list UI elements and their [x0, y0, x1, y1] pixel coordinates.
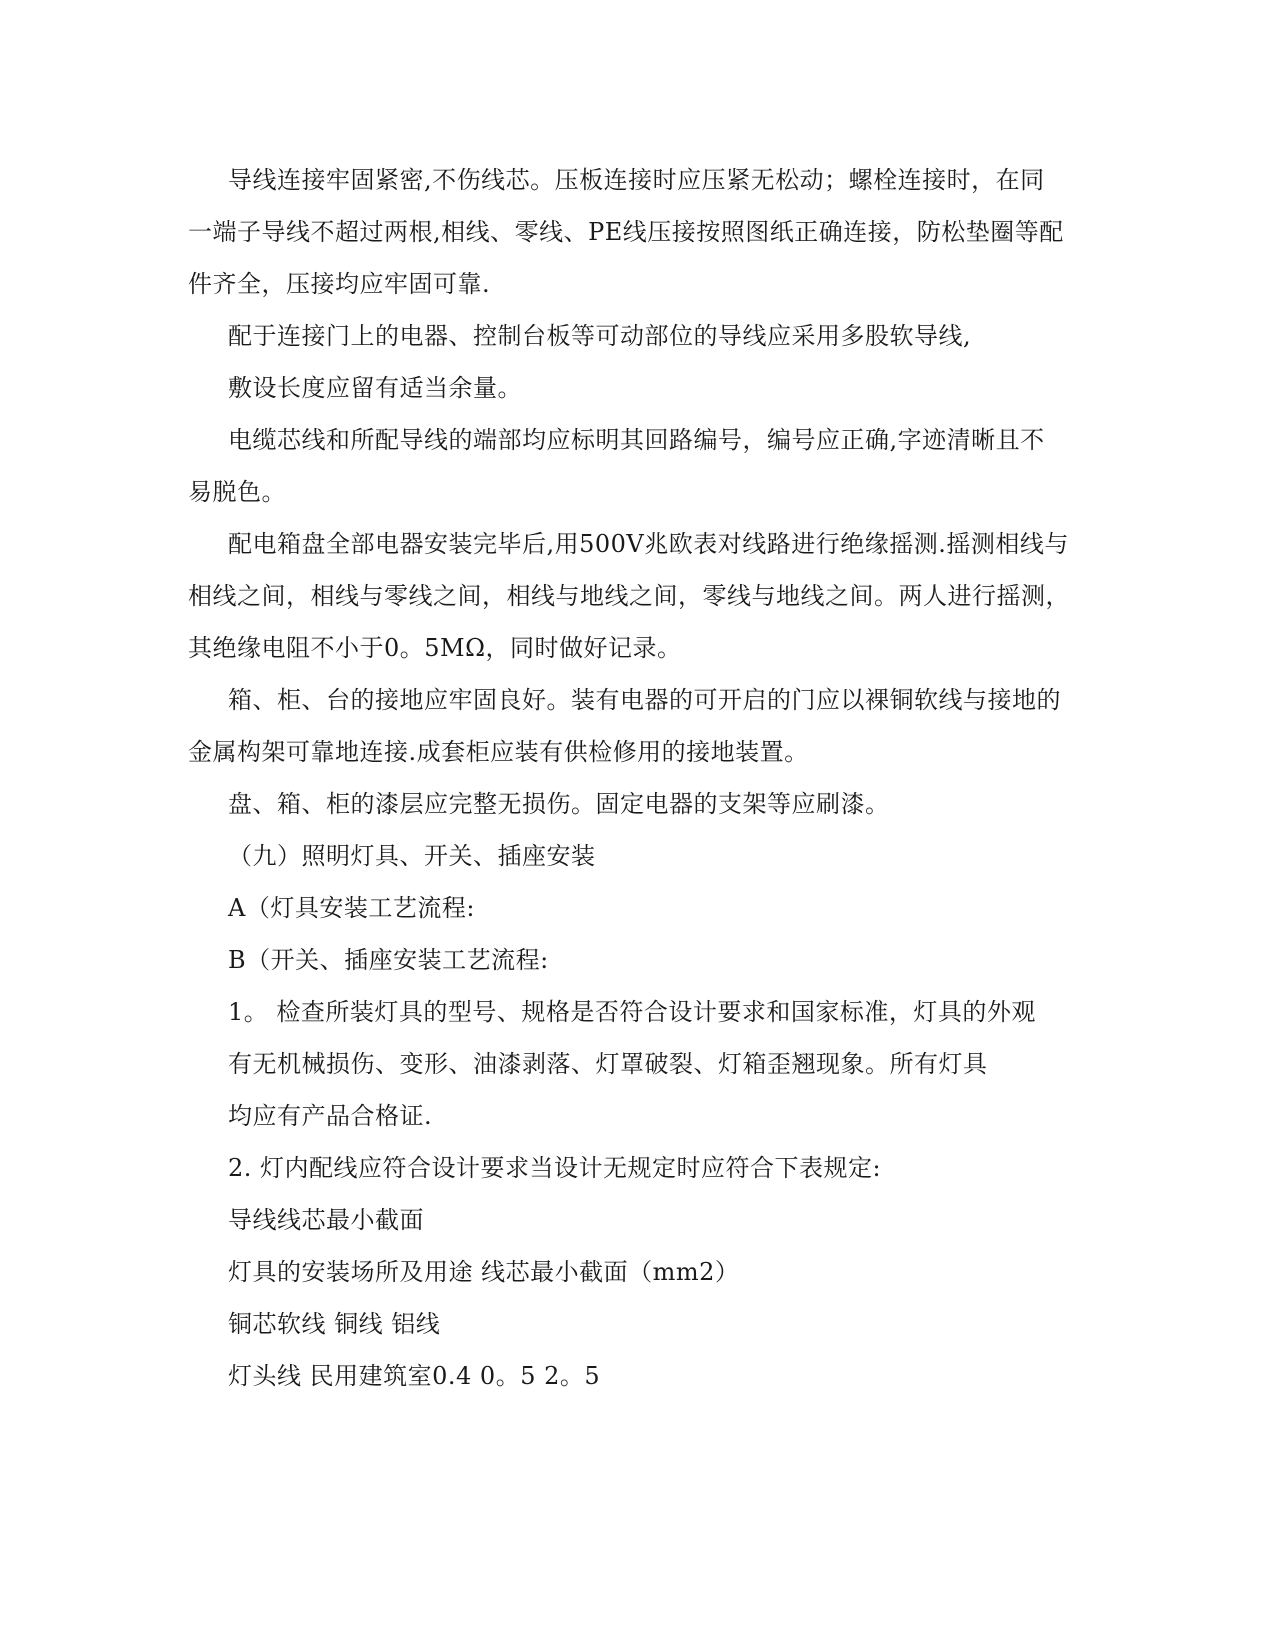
- paragraph-line: 件齐全，压接均应牢固可靠.: [188, 270, 491, 298]
- paragraph-line: 金属构架可靠地连接.成套柜应装有供检修用的接地装置。: [188, 738, 809, 766]
- list-item-line: 有无机械损伤、变形、油漆剥落、灯罩破裂、灯箱歪翘现象。所有灯具: [228, 1050, 988, 1078]
- paragraph-line: 其绝缘电阻不小于0。5MΩ，同时做好记录。: [188, 634, 682, 662]
- paragraph-line: 配电箱盘全部电器安装完毕后,用500V兆欧表对线路进行绝缘摇测.摇测相线与: [228, 530, 1069, 558]
- list-item-line: 1。 检查所装灯具的型号、规格是否符合设计要求和国家标准，灯具的外观: [228, 998, 1036, 1026]
- paragraph-line: 易脱色。: [188, 478, 286, 506]
- paragraph-line: 相线之间，相线与零线之间，相线与地线之间，零线与地线之间。两人进行摇测，: [188, 582, 1070, 610]
- table-caption: 导线线芯最小截面: [228, 1206, 424, 1234]
- paragraph-line: 一端子导线不超过两根,相线、零线、PE线压接按照图纸正确连接，防松垫圈等配: [188, 218, 1064, 246]
- paragraph-line: 敷设长度应留有适当余量。: [228, 374, 522, 402]
- table-row-line: 灯头线 民用建筑室0.4 0。5 2。5: [228, 1362, 601, 1390]
- list-item-line: 2. 灯内配线应符合设计要求当设计无规定时应符合下表规定:: [228, 1154, 882, 1182]
- paragraph-line: B（开关、插座安装工艺流程:: [228, 946, 549, 974]
- table-header-line: 铜芯软线 铜线 铝线: [228, 1310, 441, 1338]
- paragraph-line: 配于连接门上的电器、控制台板等可动部位的导线应采用多股软导线,: [228, 322, 972, 350]
- section-heading: （九）照明灯具、开关、插座安装: [228, 842, 596, 870]
- paragraph-line: A（灯具安装工艺流程:: [228, 894, 475, 922]
- paragraph-line: 箱、柜、台的接地应牢固良好。装有电器的可开启的门应以裸铜软线与接地的: [228, 686, 1061, 714]
- list-item-line: 均应有产品合格证.: [228, 1102, 433, 1130]
- paragraph-line: 盘、箱、柜的漆层应完整无损伤。固定电器的支架等应刷漆。: [228, 790, 890, 818]
- table-header-line: 灯具的安装场所及用途 线芯最小截面（mm2）: [228, 1258, 740, 1286]
- paragraph-line: 电缆芯线和所配导线的端部均应标明其回路编号，编号应正确,字迹清晰且不: [228, 426, 1045, 454]
- paragraph-line: 导线连接牢固紧密,不伤线芯。压板连接时应压紧无松动；螺栓连接时，在同: [228, 166, 1045, 194]
